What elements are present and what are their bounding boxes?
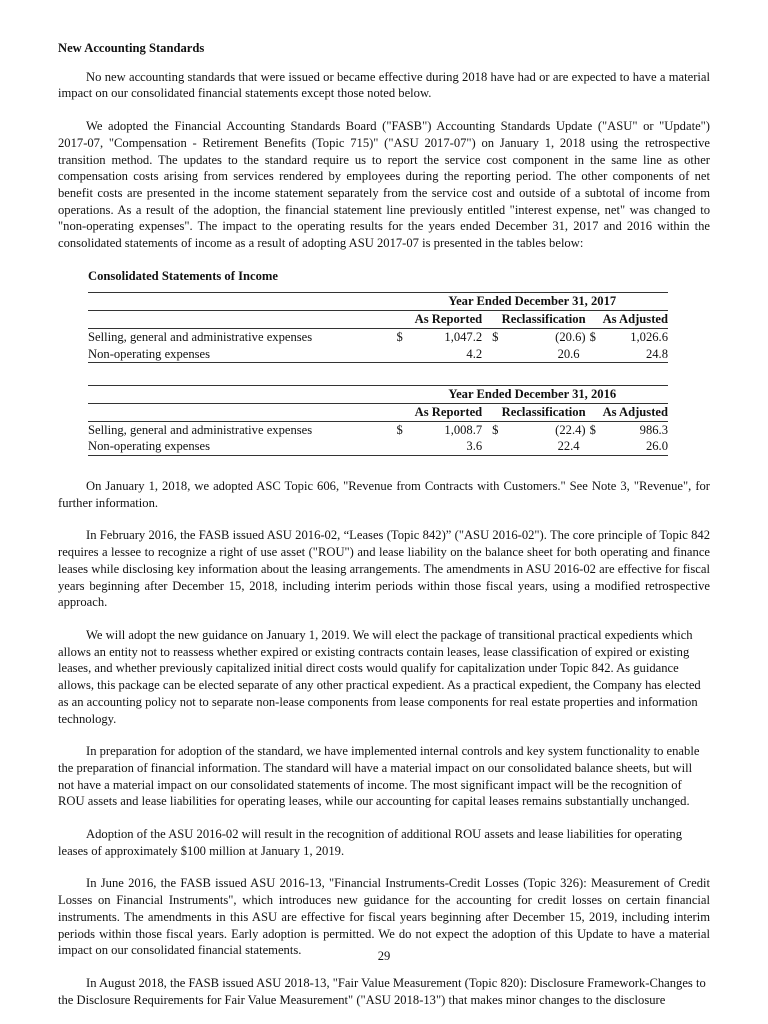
table-row (88, 328, 668, 345)
paragraph: In June 2016, the FASB issued ASU 2016-13, "Financial Instruments-Credit Losses (Topic 326): Measurement of Credit Losses on Financial Instruments", which introduces new guidance for the accounting for credit losses on certain financial instruments. The amendments in this ASU are effective for fiscal years beginning after December 15, 2019, including interim periods within those fiscal years. Early adoption is permitted. We do not expect the adoption of this Update to have a material impact on our consolidated financial statements. (58, 876, 710, 958)
currency: $ (586, 328, 603, 345)
document-page (58, 40, 710, 1024)
cell: 20.6 (502, 346, 586, 363)
paragraph: We will adopt the new guidance on January 1, 2019. We will elect the package of transitional practical expedients which allows an entity not to reassess whether expired or existing contracts contain leases, lease classification of expired or existing leases, and whether previously capitalized initial direct costs would qualify for capitalization under Topic 842. As guidance allows, this package can be elected separate of any other practical expedient. As a practical expedient, the Company has elected as an accounting policy not to separate non-lease components from lease components for real estate properties and information technology. (58, 627, 701, 726)
column-header: As Reported (415, 403, 483, 421)
paragraph: Adoption of the ASU 2016-02 will result in the recognition of additional ROU assets and lease liabilities for operating leases of approximately $100 million at January 1, 2019. (58, 827, 682, 858)
currency: $ (482, 421, 501, 438)
paragraph: No new accounting standards that were issued or became effective during 2018 have had or are expected to have a material impact on our consolidated financial statements except those noted below. (58, 69, 710, 101)
cell: (20.6) (502, 328, 586, 345)
cell: (22.4) (502, 421, 586, 438)
currency: $ (482, 328, 501, 345)
paragraph: On January 1, 2018, we adopted ASC Topic 606, "Revenue from Contracts with Customers." See Note 3, "Revenue", for further information. (58, 479, 710, 510)
table-row (88, 346, 668, 363)
paragraph: In preparation for adoption of the standard, we have implemented internal controls and key system functionality to enable the preparation of financial information. The standard will have a material impact on our consolidated balance sheets, but will not have a material impact on our consolidated statements of income. The most significant impact will be the recognition of ROU assets and lease liabilities for operating leases, while our accounting for capital leases remains substantially unchanged. (58, 744, 700, 809)
column-header: As Adjusted (603, 403, 668, 421)
table-row (88, 421, 668, 438)
table-2017 (58, 292, 710, 363)
paragraph: We adopted the Financial Accounting Standards Board ("FASB") Accounting Standards Update ("ASU" or "Update") 2017-07, "Compensation - Retirement Benefits (Topic 715)" ("ASU 2017-07") on January 1, 2018 using the retrospective transition method. The updates to the standard require us to report the service cost component in the same line as other compensation costs arising from services rendered by employees during the reporting period. The other components of net benefit costs are presented in the income statement separately from the service cost and outside of a subtotal of income from operations. As a result of the adoption, the financial statement line previously entitled "interest expense, net" was changed to "non-operating expenses". The impact to the operating results for the years ended December 31, 2017 and 2016 within the consolidated statements of income as a result of adopting ASU 2017-07 is presented in the tables below: (58, 119, 710, 251)
row-label: Non-operating expenses (88, 438, 397, 455)
cell: 3.6 (415, 438, 483, 455)
cell: 26.0 (603, 438, 668, 455)
paragraph: In August 2018, the FASB issued ASU 2018-13, "Fair Value Measurement (Topic 820): Disclosure Framework-Changes to the Disclosure Requirements for Fair Value Measurement" ("ASU 2018-13") that makes minor changes to the disclosure (58, 975, 706, 1007)
paragraph: In February 2016, the FASB issued ASU 2016-02, “Leases (Topic 842)” ("ASU 2016-02"). The core principle of Topic 842 requires a lessee to recognize a right of use asset ("ROU") and lease liability on the balance sheet for both operating and finance leases while disclosing key information about the leasing arrangements. The amendments in ASU 2016-02 are effective for fiscal years beginning after December 15, 2018, including interim periods within those fiscal years, using a modified retrospective approach. (58, 528, 710, 610)
currency: $ (397, 421, 415, 438)
cell: 22.4 (502, 438, 586, 455)
table-row (88, 438, 668, 455)
cell: 4.2 (415, 346, 483, 363)
table-2016 (58, 385, 710, 456)
row-label: Selling, general and administrative expenses (88, 328, 397, 345)
currency: $ (397, 328, 415, 345)
column-header: As Adjusted (603, 311, 668, 329)
table-title: Consolidated Statements of Income (88, 268, 278, 283)
cell: 986.3 (603, 421, 668, 438)
cell: 1,026.6 (603, 328, 668, 345)
row-label: Non-operating expenses (88, 346, 397, 363)
column-header: Reclassification (502, 311, 586, 329)
cell: 1,008.7 (415, 421, 483, 438)
currency: $ (586, 421, 603, 438)
period-header: Year Ended December 31, 2017 (397, 293, 668, 311)
page-number: 29 (377, 949, 391, 963)
column-header: Reclassification (502, 403, 586, 421)
cell: 24.8 (603, 346, 668, 363)
period-header: Year Ended December 31, 2016 (397, 386, 668, 404)
section-heading: New Accounting Standards (58, 41, 205, 55)
column-header: As Reported (415, 311, 483, 329)
cell: 1,047.2 (415, 328, 483, 345)
row-label: Selling, general and administrative expenses (88, 421, 397, 438)
